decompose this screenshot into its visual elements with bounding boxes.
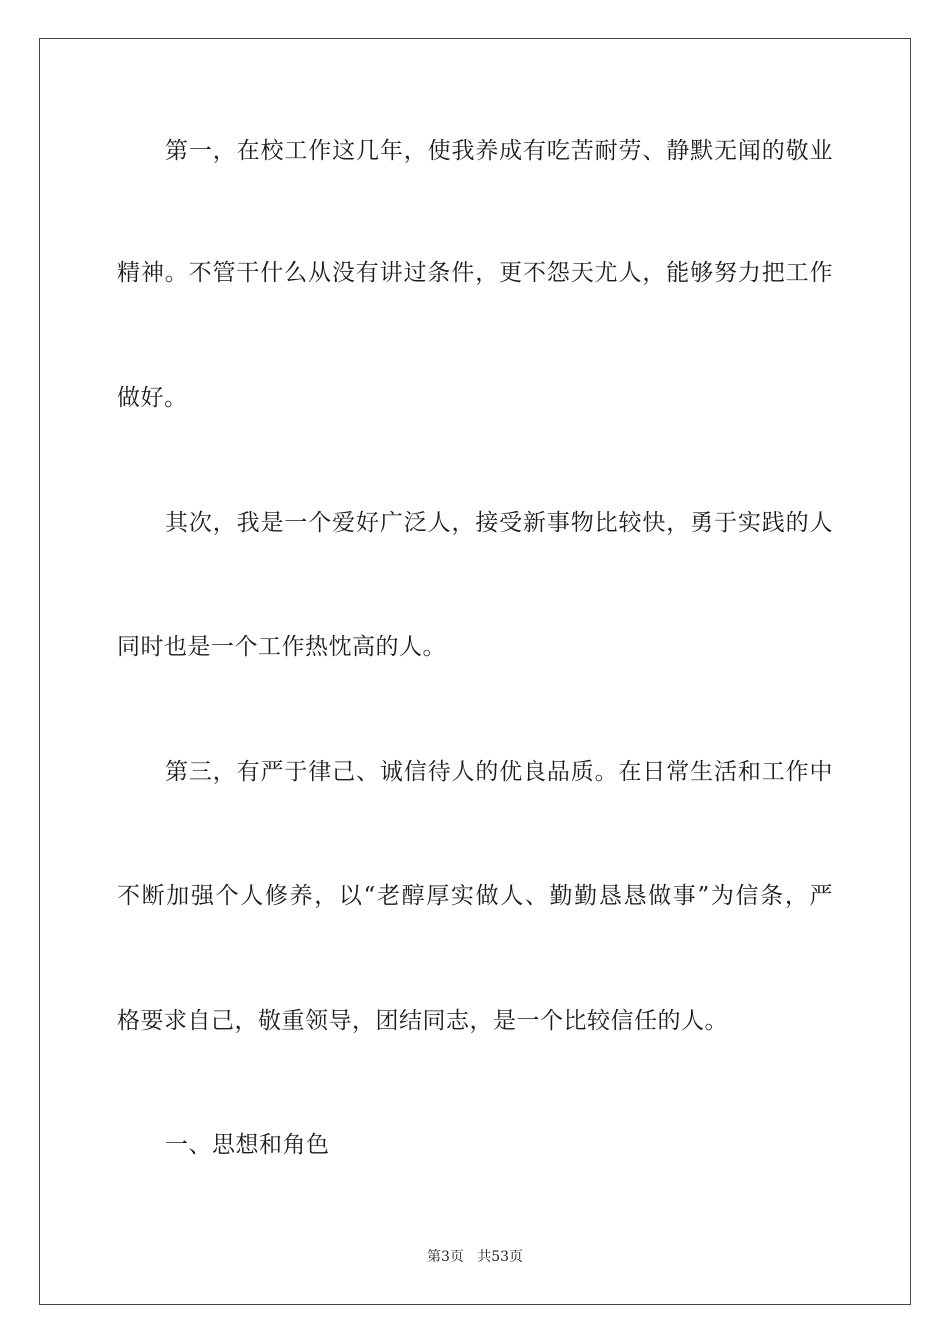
page-footer: 第3页 共53页 [426, 1249, 524, 1265]
paragraph-2-line-2: 同时也是一个工作热忱高的人。 [117, 634, 446, 660]
paragraph-1-line-1: 第一，在校工作这几年，使我养成有吃苦耐劳、静默无闻的敬业 [165, 138, 833, 164]
page-border [39, 38, 911, 1305]
paragraph-3-line-2: 不断加强个人修养，以“老醇厚实做人、勤勤恳恳做事”为信条，严 [117, 883, 833, 909]
paragraph-1-line-3: 做好。 [117, 385, 188, 411]
section-heading: 一、思想和角色 [165, 1132, 330, 1158]
paragraph-2-line-1: 其次，我是一个爱好广泛人，接受新事物比较快，勇于实践的人 [165, 510, 833, 536]
paragraph-3-line-3: 格要求自己，敬重领导，团结同志，是一个比较信任的人。 [117, 1008, 728, 1034]
paragraph-3-line-1: 第三，有严于律己、诚信待人的优良品质。在日常生活和工作中 [165, 759, 833, 785]
paragraph-1-line-2: 精神。不管干什么从没有讲过条件，更不怨天尤人，能够努力把工作 [117, 260, 833, 286]
